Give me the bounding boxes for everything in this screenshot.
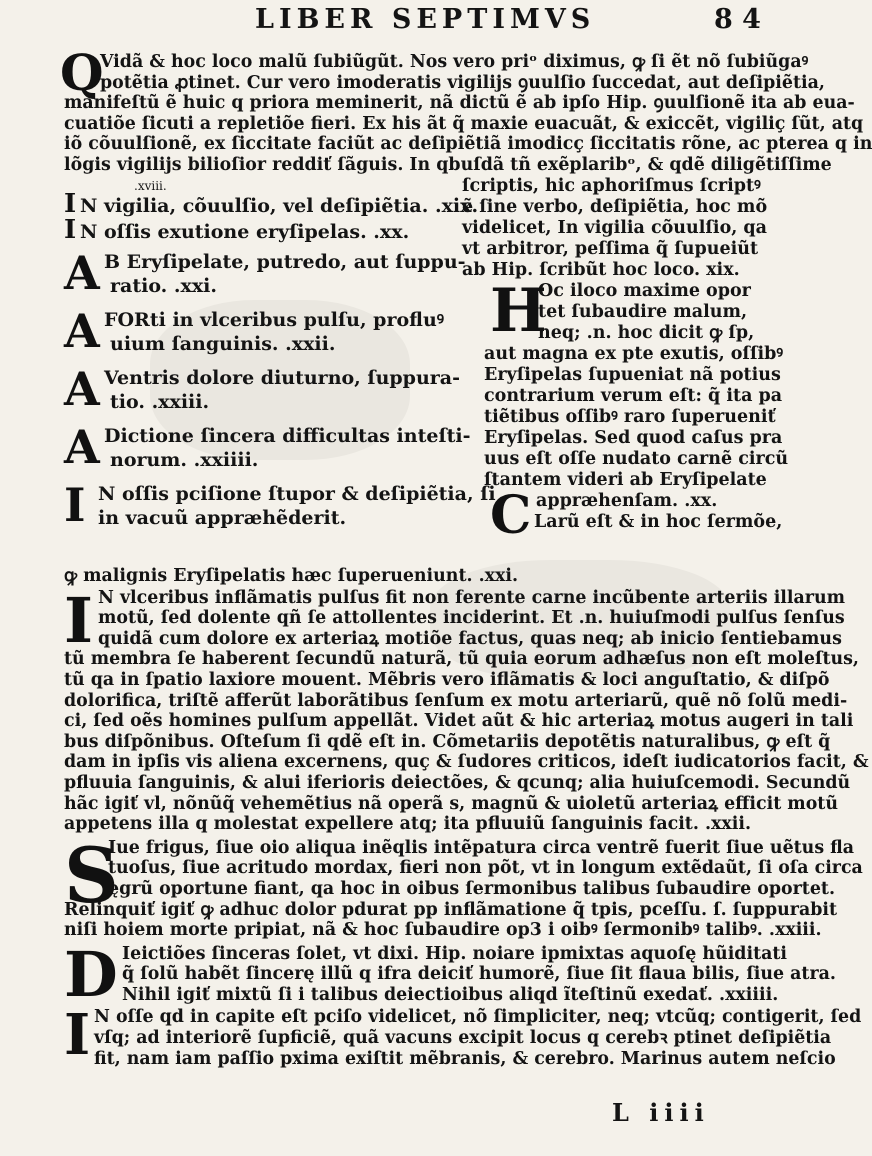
text-line: dam in ipſis vis aliena excernens, quç & ſudores criticos, ideſt iudicatorios facit, &	[64, 752, 869, 773]
text-line: ſtantem videri ab Eryſipelate	[484, 470, 767, 490]
aphorism-xxi	[64, 304, 470, 360]
text-line: appræhenſam. .xx.	[536, 491, 718, 511]
text-line: Vidã & hoc loco malũ ſubiũgũt. Nos vero priᵒ diximus, ꝙ ſi ẽt nõ ſubiũgaꝰ	[100, 52, 809, 72]
text-line: Nihil igiť mixtũ ſi i talibus deiectioibus aliqd ĩteſtinũ exedať. .xxiiii.	[122, 984, 779, 1005]
text-line: fit, nam iam paſſio pxima exiſtit mẽbranis, & cerebro. Marinus autem neſcio	[94, 1048, 836, 1069]
aphorism-text: norum. .xxiiii.	[110, 449, 259, 471]
aphorism-xx	[64, 246, 470, 302]
paragraph-s	[64, 830, 863, 941]
commentary-column	[462, 176, 789, 546]
aphorism-text: FORti in vlceribus pulſu, profluꝰ	[104, 309, 445, 331]
text-line: iõ cõuulſionẽ, ex ſiccitate faciũt ac deſipiẽtiã imodicç ſiccitatis rõne, ac pterea q in	[64, 134, 872, 155]
intro-paragraph	[64, 52, 872, 176]
text-line: Iue frigus, ſiue oio aliqua inẽqlis intẽpatura circa ventrẽ fuerit ſiue uẽtus fla	[108, 837, 855, 858]
aphorism-xxii	[64, 362, 470, 418]
text-line: videlicet, In vigilia cõuulſio, qa	[462, 218, 768, 238]
text-line: contrarium verum eſt: q̃ ita pa	[484, 386, 783, 406]
aphorism-text: uium ſanguinis. .xxii.	[110, 333, 336, 355]
text-line: Eryſipelas. Sed quod caſus pra	[484, 428, 783, 448]
text-line: N vlceribus inflãmatis pulſus fit non ferente carne incũbente arteriis illarum	[98, 587, 845, 608]
text-line: pfluuia ſanguinis, & alui iferioris deiectões, & qcunq; alia huiuſcemodi. Secundũ	[64, 772, 851, 793]
text-line: Relinquiť igiť ꝙ adhuc dolor pdurat pp inflãmatione q̃ tpis, pceſſu. ſ. ſuppurabit	[64, 899, 838, 920]
dropcap-d: D	[64, 937, 118, 1011]
dropcap-i: I	[64, 583, 94, 657]
aphorism-text: B Eryſipelate, putredo, aut ſuppu-	[104, 251, 466, 273]
paragraph-i	[64, 583, 869, 835]
dropcap-i: I	[64, 189, 77, 219]
text-line: potẽtia ꝓtinet. Cur vero imoderatis vigilijs ꝯuulſio ſuccedat, aut deſipiẽtia,	[100, 72, 825, 93]
running-title: LIBER SEPTIMVS	[255, 4, 596, 35]
text-line: uus eſt oſſe nudato carnẽ circũ	[484, 449, 789, 469]
text-line: motũ, ſed dolente qñ ſe attollentes inciderint. Et .n. huiuſmodi pulſus ſenſus	[98, 608, 845, 629]
text-line: Eryſipelas ſupueniat nã potius	[484, 365, 781, 385]
text-line: Larũ eſt & in hoc ſermõe,	[534, 512, 783, 532]
aphorism-xix	[64, 215, 470, 246]
text-line: manifeſtũ ẽ huic q priora meminerit, nã dictũ ẽ ab ipſo Hip. ꝯuulſionẽ ita ab eua-	[64, 93, 855, 114]
aphorism-text: Dictione ſincera difficultas inteſti-	[104, 425, 471, 447]
text-line: ab Hip. ſcribũt hoc loco. xix.	[462, 260, 740, 280]
dropcap-i: I	[64, 1002, 91, 1069]
section-marker: .xviii.	[134, 179, 167, 193]
aphorism-xviii	[64, 189, 479, 220]
text-line: ęgrũ oportune fiant, qa hoc in oibus ſermonibus talibus ſubaudire oportet.	[108, 878, 835, 899]
dropcap-h: H	[490, 276, 547, 346]
text-line: N oſſe qd in capite eſt pciſo videlicet, nõ ſimpliciter, neq; vtcũq; contigerit, ſed	[94, 1007, 862, 1028]
text-line: aut magna ex pte exutis, oſſibꝰ	[484, 344, 784, 364]
aphorism-text: in vacuũ appræhẽderit.	[98, 507, 347, 529]
folio-number: 8 4	[714, 4, 761, 35]
aphorism-xxiii	[64, 420, 471, 476]
dropcap-a: A	[64, 304, 100, 358]
text-line: lõgis vigilijs bilioſior reddiť ſãguis. In qbuſdã tñ exẽplaribᵒ, & qdẽ diligẽtiſſime	[64, 154, 832, 175]
text-line: q̃ ſolũ habẽt ſincerę illũ q ifra deiciť humorẽ, ſiue ſit flaua bilis, ſiue atra.	[122, 964, 836, 985]
text-line: tũ membra ſe haberent ſecundũ naturã, tũ quia eorum adhæſus non eſt moleſtus,	[64, 649, 859, 670]
body-text	[64, 566, 869, 1069]
text-line: ẽ ſine verbo, deſipiẽtia, hoc mõ	[462, 197, 768, 217]
aphorism-text: tio. .xxiii.	[110, 391, 210, 413]
text-line: quidã cum dolore ex arteriaꝝ motiõe factus, quas neq; ab inicio ſentiebamus	[98, 628, 842, 649]
paragraph-i2	[64, 1002, 862, 1069]
text-line: tet ſubaudire malum,	[538, 302, 748, 322]
text-line: vt arbitror, peſſima q̃ ſupueiũt	[462, 239, 759, 259]
text-line: vſq; ad interiorẽ ſupficiẽ, quã vacuns excipit locus q cerebꝛ ptinet deſipiẽtia	[94, 1028, 832, 1049]
dropcap-q: Q	[60, 43, 104, 102]
text-line: tũ qa in ſpatio laxiore mouent. Mẽbris vero iflãmatis & loci anguſtatio, & diſpõ	[64, 669, 830, 690]
text-line: ſcriptis, hic aphoriſmus ſcriptꝰ	[462, 176, 761, 196]
aphorism-text: N oſſis exutione eryſipelas. .xx.	[80, 221, 410, 243]
dropcap-a: A	[64, 362, 100, 416]
text-line: appetens illa q molestat expellere atq; ita pfluuiũ ſanguinis facit. .xxii.	[64, 814, 751, 835]
aphorism-list	[64, 178, 496, 534]
aphorism-xxiiii	[64, 478, 496, 534]
dropcap-s: S	[64, 830, 119, 920]
text-line: ci, ſed oẽs homines pulſum appellãt. Videt aũt & hic arteriaꝝ motus augeri in tali	[64, 711, 854, 732]
text-line: neq; .n. hoc dicit ꝙ ſp,	[538, 323, 755, 343]
aphorism-text: ratio. .xxi.	[110, 275, 217, 297]
text-line: hãc igiť vl, nõnũq̃ vehemẽtius nã operã s, magnũ & uioletũ arteriaꝝ efficit motũ	[64, 793, 838, 814]
dropcap-c: C	[490, 485, 532, 546]
dropcap-a: A	[64, 420, 100, 474]
dropcap-i: I	[64, 215, 77, 245]
text-line: tuoſus, ſiue acritudo mordax, fieri non põt, vt in longum extẽdaũt, ſi oſa circa	[108, 858, 863, 879]
dropcap-a: A	[64, 246, 100, 300]
signature-mark: L iiii	[612, 1098, 710, 1127]
paragraph-d	[64, 937, 836, 1011]
running-head	[0, 4, 800, 38]
text-line: Ieictiões ſinceras ſolet, vt dixi. Hip. noiare ipmixtas aquoſę hũiditati	[122, 943, 788, 964]
text-line: bus diſpõnibus. Oſteſum ſi qdẽ eſt in. Cõmetariis depotẽtis naturalibus, ꝙ eſt q̃	[64, 731, 831, 752]
aphorism-text: Ventris dolore diuturno, ſuppura-	[104, 367, 460, 389]
dropcap-i: I	[64, 478, 86, 532]
commentary-h	[462, 276, 789, 491]
text-line: niſi hoiem morte pripiat, nã & hoc ſubaudire op3 i oibꝰ ſermonibꝰ talibꝰ. .xxiii.	[64, 920, 822, 941]
text-line: cuatiõe ſicuti a repletiõe fieri. Ex his ãt q̃ maxie euacuãt, & exiccẽt, vigiliç ſũt, atq	[64, 113, 864, 134]
text-line: tiẽtibus oſſibꝰ raro ſuperueniť	[484, 407, 776, 427]
aphorism-text: N vigilia, cõuulſio, vel deſipiẽtia. .xix.	[80, 195, 479, 217]
text-line: dolorifica, triſtẽ afferũt laborãtibus ſenſum ex motu arteriarũ, quẽ nõ ſolũ medi-	[64, 690, 848, 711]
aphorism-text: N oſſis pciſione ſtupor & deſipiẽtia, ſi	[98, 483, 496, 505]
text-line: Oc iloco maxime opor	[538, 281, 751, 301]
text-line: ꝙ malignis Eryſipelatis hæc ſuperueniunt. .xxi.	[64, 566, 519, 586]
